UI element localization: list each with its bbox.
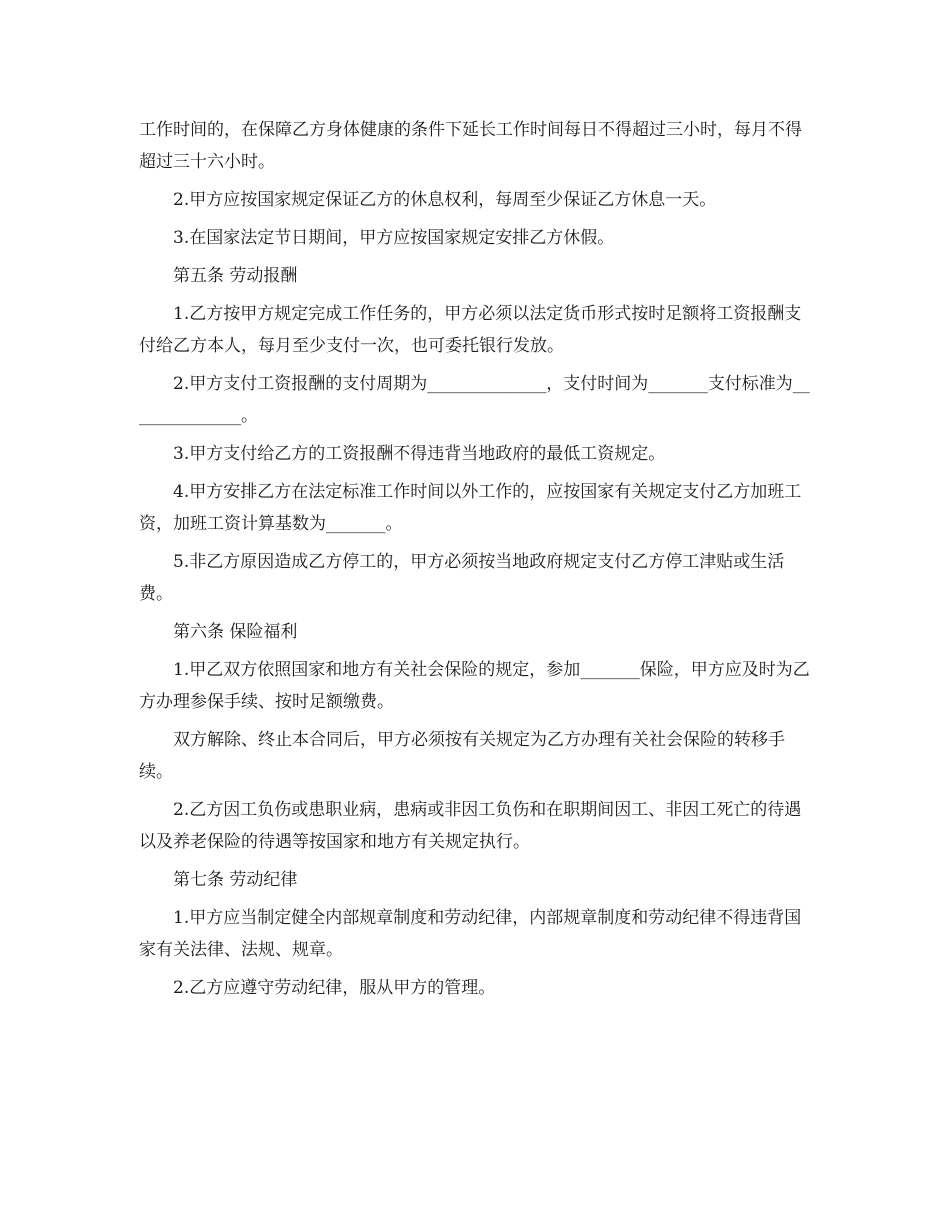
paragraph-wage-cycle: 2.甲方支付工资报酬的支付周期为______________，支付时间为_______支付标准为______________。 xyxy=(139,374,810,426)
paragraph-internal-rules: 1.甲方应当制定健全内部规章制度和劳动纪律，内部规章制度和劳动纪律不得违背国家有关法律、法规、规章。 xyxy=(139,908,802,960)
paragraph-injury-benefits: 2.乙方因工负伤或患职业病，患病或非因工负伤和在职期间因工、非因工死亡的待遇以及养老保险的待遇等按国家和地方有关规定执行。 xyxy=(139,800,802,852)
paragraph-rest-right: 2.甲方应按国家规定保证乙方的休息权利，每周至少保证乙方休息一天。 xyxy=(173,190,717,210)
paragraph-wage-payment: 1.乙方按甲方规定完成工作任务的，甲方必须以法定货币形式按时足额将工资报酬支付给乙方本人，每月至少支付一次，也可委托银行发放。 xyxy=(139,304,802,356)
section-heading-article-7: 第七条 劳动纪律 xyxy=(173,870,298,890)
paragraph-continuation: 工作时间的，在保障乙方身体健康的条件下延长工作时间每日不得超过三小时，每月不得超过三十六小时。 xyxy=(139,120,802,172)
paragraph-overtime-pay: 4.甲方安排乙方在法定标准工作时间以外工作的，应按国家有关规定支付乙方加班工资，加班工资计算基数为_______。 xyxy=(139,482,802,534)
section-heading-article-6: 第六条 保险福利 xyxy=(173,622,298,642)
paragraph-social-insurance: 1.甲乙双方依照国家和地方有关社会保险的规定，参加_______保险，甲方应及时为乙方办理参保手续、按时足额缴费。 xyxy=(139,660,810,712)
document-body xyxy=(139,114,811,1010)
paragraph-obey-discipline: 2.乙方应遵守劳动纪律，服从甲方的管理。 xyxy=(173,978,496,998)
section-heading-article-5: 第五条 劳动报酬 xyxy=(173,266,298,286)
paragraph-insurance-transfer: 双方解除、终止本合同后，甲方必须按有关规定为乙方办理有关社会保险的转移手续。 xyxy=(139,730,785,782)
paragraph-work-stoppage: 5.非乙方原因造成乙方停工的，甲方必须按当地政府规定支付乙方停工津贴或生活费。 xyxy=(139,552,785,604)
paragraph-holiday: 3.在国家法定节日期间，甲方应按国家规定安排乙方休假。 xyxy=(173,228,615,248)
paragraph-minimum-wage: 3.甲方支付给乙方的工资报酬不得违背当地政府的最低工资规定。 xyxy=(173,444,666,464)
